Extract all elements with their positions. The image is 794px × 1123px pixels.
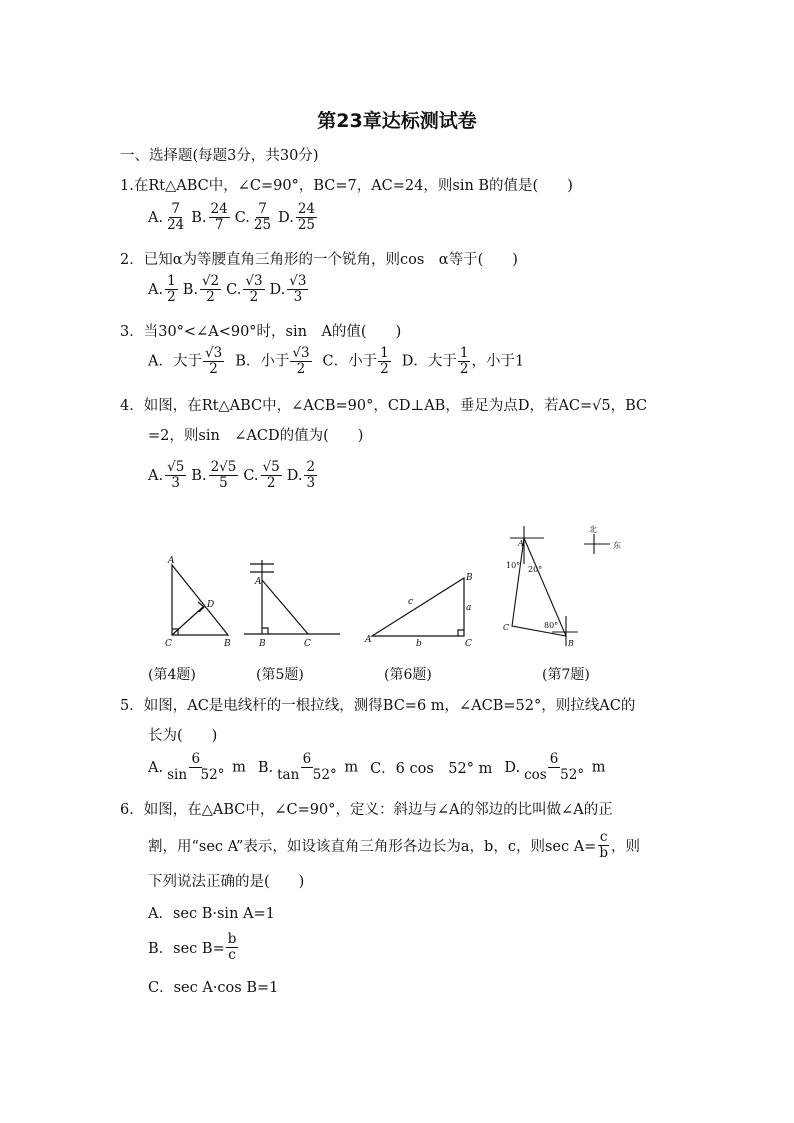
- q1-option-a[interactable]: A. $\frac{7}{24}$: [148, 201, 185, 233]
- fig7-label-b: B: [568, 639, 574, 648]
- fig7-north: 北: [589, 525, 597, 534]
- fig6-label-c: C: [465, 639, 472, 649]
- section-heading: 一、选择题(每题3分，共30分): [120, 148, 319, 164]
- q1-option-d[interactable]: D. $\frac{24}{25}$: [278, 201, 316, 233]
- q1-option-b[interactable]: B. $\frac{24}{7}$: [191, 201, 228, 233]
- q2-stem: 2．已知α为等腰直角三角形的一个锐角，则cos α等于( ): [120, 252, 518, 268]
- fig6-label-a: A: [365, 635, 372, 645]
- q5-option-d[interactable]: D. $\frac{6}{\cos 52^\circ}$ m: [504, 751, 606, 783]
- q6-option-c[interactable]: C．sec A·cos B=1: [148, 980, 279, 996]
- fig7-angle-80: 80°: [544, 621, 559, 630]
- fig6-side-a: a: [466, 603, 472, 613]
- figure-q4: [160, 555, 240, 650]
- q6-option-b[interactable]: B．sec B= $\frac{b}{c}$: [148, 931, 237, 963]
- q4-option-d[interactable]: D. $\frac{2}{3}$: [286, 459, 316, 491]
- q4-option-c[interactable]: C. $\frac{√5}{2}$: [243, 459, 280, 491]
- q5-stem-line1: 5．如图，AC是电线杆的一根拉线，测得BC=6 m，∠ACB=52°，则拉线AC的: [120, 698, 636, 714]
- q1-option-c[interactable]: C. $\frac{7}{25}$: [234, 201, 272, 233]
- q3-option-b[interactable]: B．小于 $\frac{√3}{2}$: [235, 345, 310, 377]
- q5-option-b[interactable]: B. $\frac{6}{\tan 52^\circ}$ m: [257, 751, 359, 783]
- fig7-label-a: A: [518, 539, 524, 548]
- q2-option-d[interactable]: D. $\frac{√3}{3}$: [269, 273, 307, 305]
- fig6-label-b: B: [466, 573, 473, 583]
- q3-options: [148, 346, 524, 377]
- figure-q6: [362, 568, 482, 650]
- q6-option-a[interactable]: A．sec B·sin A=1: [148, 906, 275, 922]
- q4-options: [148, 460, 318, 491]
- fig5-label-b: B: [259, 639, 266, 649]
- q5-options: [148, 752, 605, 783]
- fig7-angle-10: 10°: [506, 561, 521, 570]
- q5-option-a[interactable]: A. $\frac{6}{\sin 52^\circ}$ m: [148, 751, 246, 783]
- q3-stem: 3．当30°<∠A<90°时，sin A的值( ): [120, 324, 402, 340]
- q4-option-b[interactable]: B. $\frac{2√5}{5}$: [191, 459, 237, 491]
- caption-q7: (第7题): [542, 667, 590, 683]
- fig7-east: 东: [613, 541, 621, 550]
- fig4-label-b: B: [224, 639, 231, 649]
- q1-options: [148, 202, 318, 233]
- q4-stem-line1: 4．如图，在Rt△ABC中，∠ACB=90°，CD⊥AB，垂足为点D，若AC=√5，BC: [120, 398, 648, 414]
- q3-option-d[interactable]: D．大于 $\frac{1}{2}$ ，小于1: [401, 345, 525, 377]
- caption-q6: (第6题): [384, 667, 432, 683]
- fig5-label-a: A: [255, 577, 262, 587]
- q2-option-a[interactable]: A. $\frac{1}{2}$: [148, 273, 176, 305]
- q6-stem-line3: 下列说法正确的是( ): [148, 874, 305, 890]
- figure-q7: [498, 522, 648, 650]
- q6-stem-line1: 6．如图，在△ABC中，∠C=90°，定义：斜边与∠A的邻边的比叫做∠A的正: [120, 802, 613, 818]
- q4-option-a[interactable]: A. $\frac{√5}{3}$: [148, 459, 185, 491]
- fig7-angle-20: 20°: [528, 565, 543, 574]
- q3-option-c[interactable]: C．小于 $\frac{1}{2}$: [322, 345, 389, 377]
- q6-stem-line2: 割，用“sec A”表示，如设该直角三角形各边长为a，b，c，则sec A= $\frac{c}{b}$ ，则: [148, 829, 640, 861]
- q5-option-c[interactable]: C．6 cos 52° m: [370, 761, 493, 777]
- fig4-label-a: A: [168, 556, 175, 566]
- caption-q5: (第5题): [256, 667, 304, 683]
- figure-q5: [244, 558, 344, 650]
- fig7-label-c: C: [503, 623, 510, 632]
- q1-stem: 1.在Rt△ABC中，∠C=90°，BC=7，AC=24，则sin B的值是( ): [120, 178, 573, 194]
- q5-stem-line2: 长为( ): [148, 728, 218, 744]
- q2-option-c[interactable]: C. $\frac{√3}{2}$: [226, 273, 263, 305]
- fig4-label-d: D: [207, 600, 215, 610]
- q2-options: [148, 274, 309, 305]
- fig6-side-b: b: [416, 639, 422, 649]
- fig6-side-c: c: [408, 597, 414, 607]
- q4-stem-line2: =2，则sin ∠ACD的值为( ): [148, 428, 364, 444]
- page-title: 第23章达标测试卷: [317, 110, 477, 132]
- fig4-label-c: C: [165, 639, 172, 649]
- q2-option-b[interactable]: B. $\frac{√2}{2}$: [182, 273, 220, 305]
- q3-option-a[interactable]: A．大于 $\frac{√3}{2}$: [148, 345, 223, 377]
- caption-q4: (第4题): [148, 667, 196, 683]
- fig5-label-c: C: [304, 639, 311, 649]
